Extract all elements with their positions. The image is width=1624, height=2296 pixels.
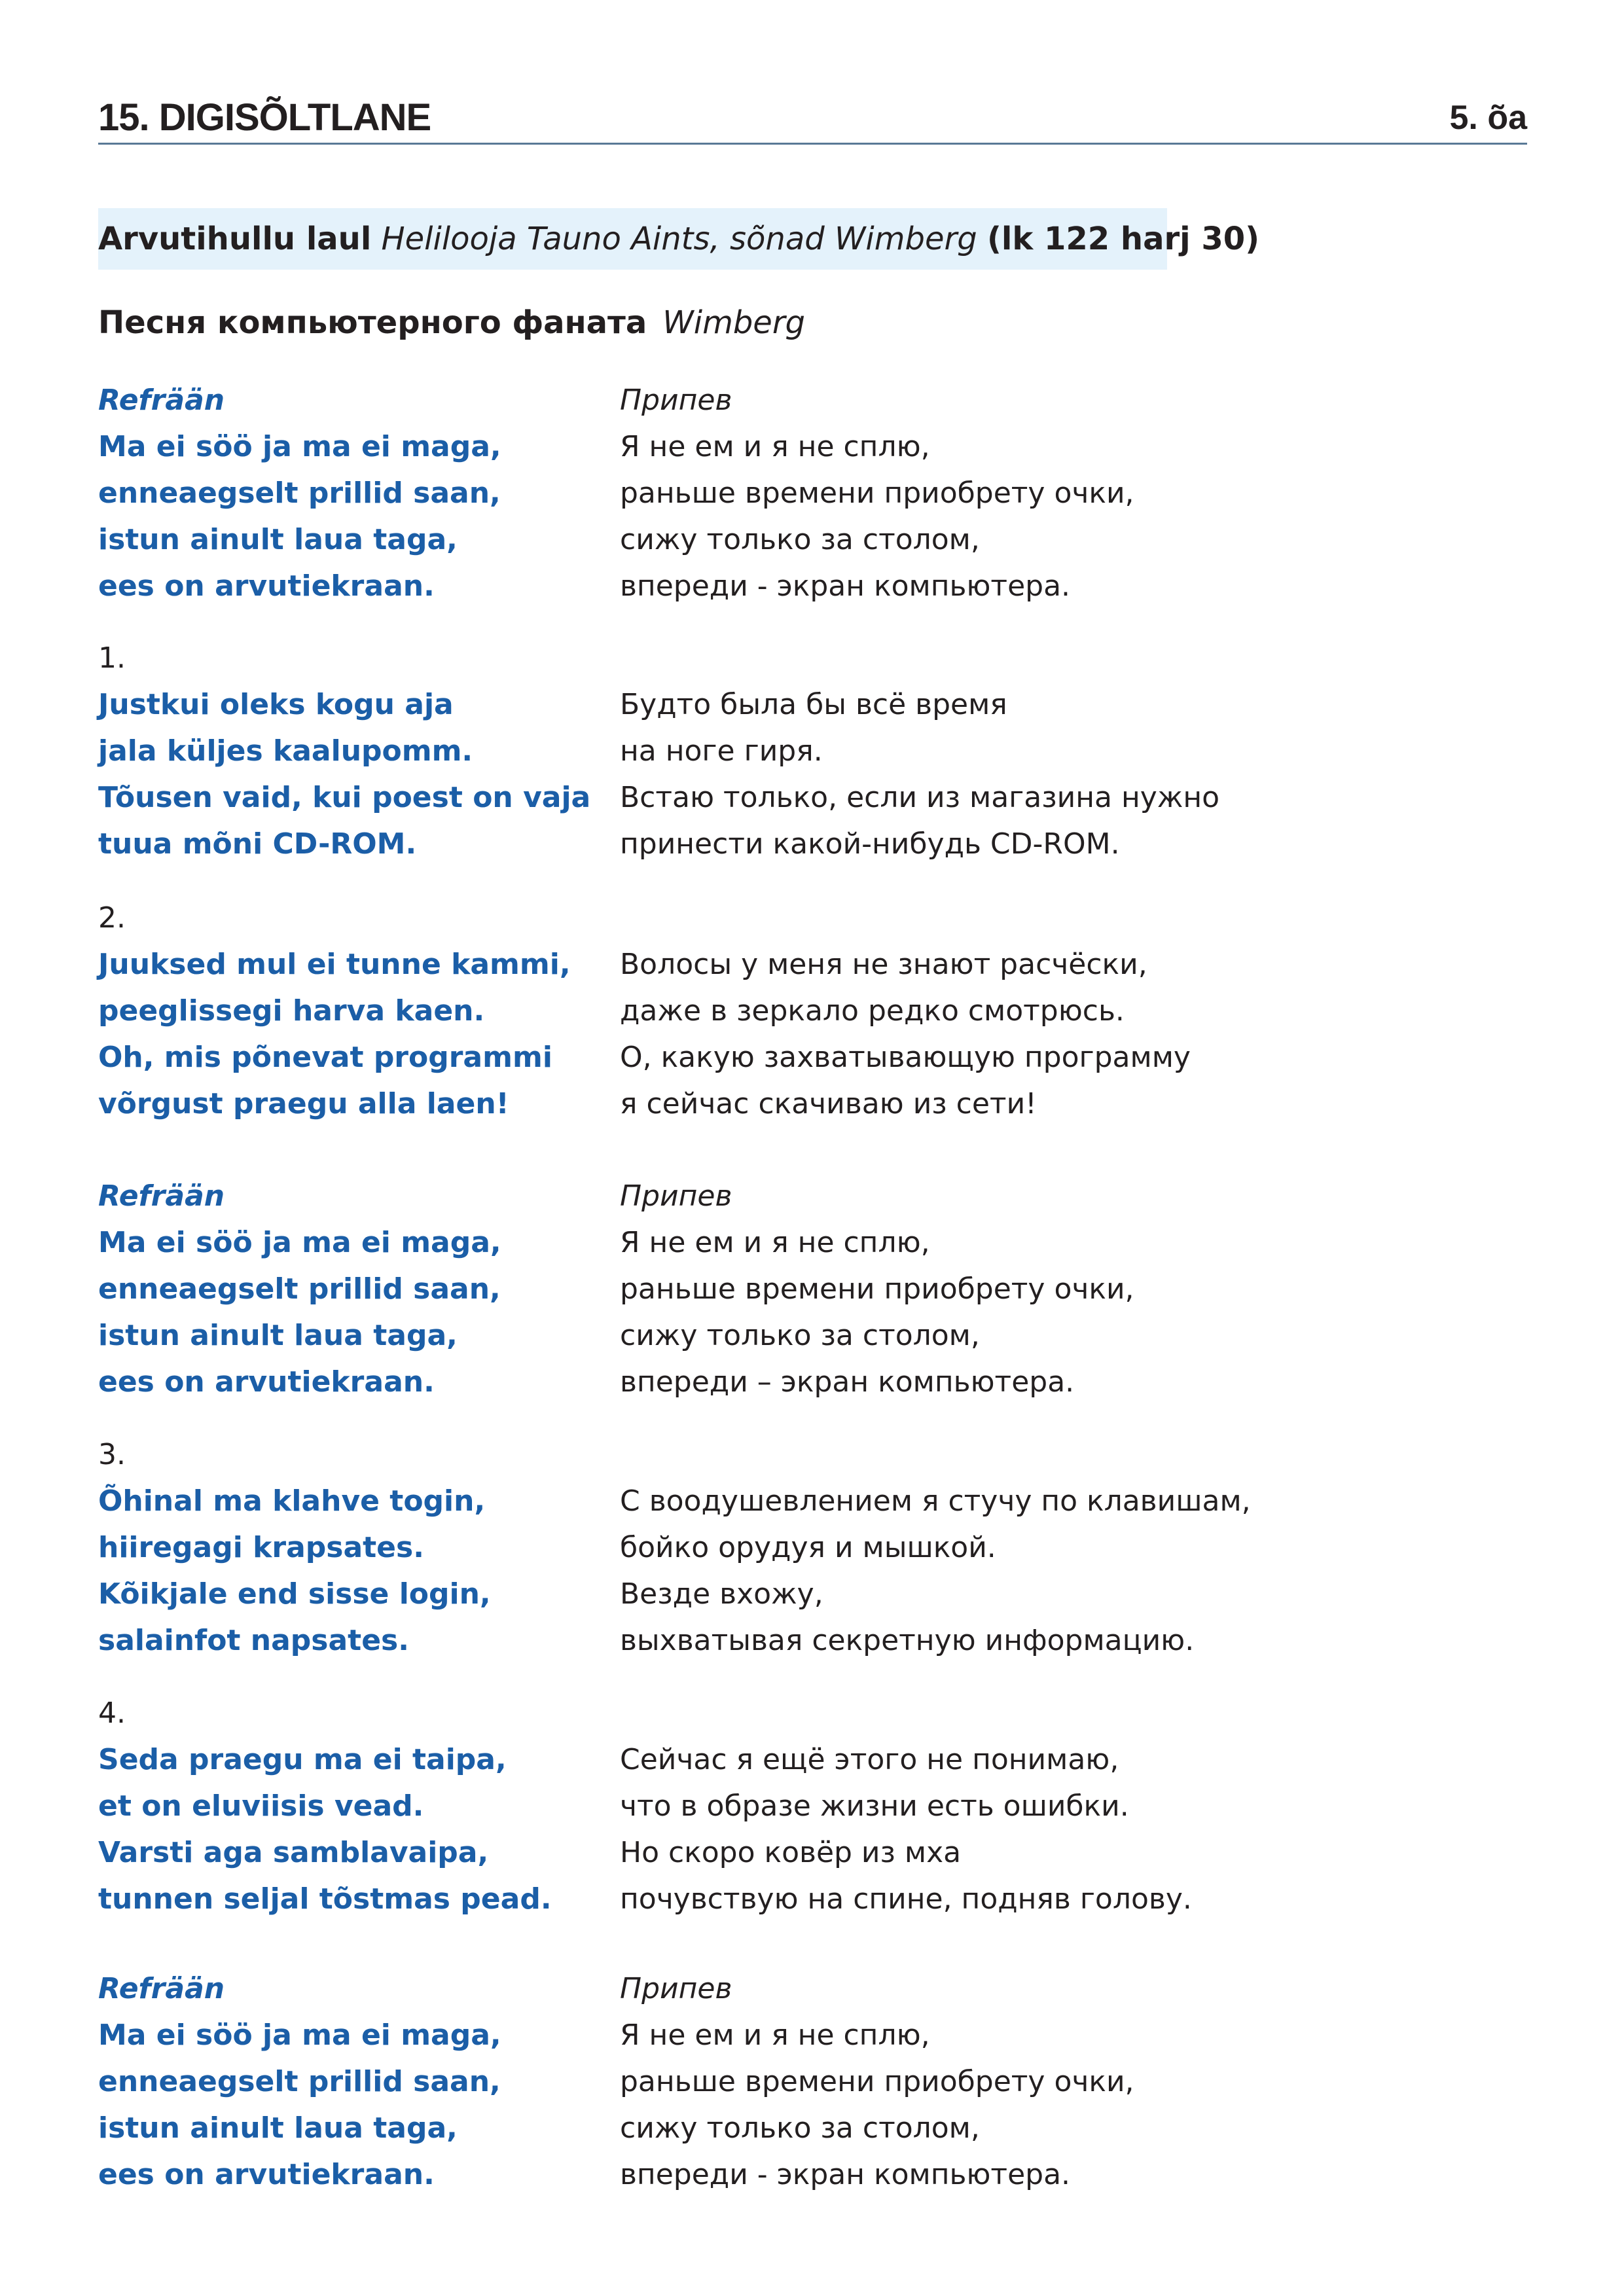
refrain-russian-2 bbox=[620, 1173, 1134, 1405]
lyric-line: Justkui oleks kogu aja bbox=[98, 688, 454, 721]
translation-line: Я не ем и я не сплю, bbox=[620, 430, 930, 463]
translation-line: Я не ем и я не сплю, bbox=[620, 2018, 930, 2052]
translation-line: бойко орудуя и мышкой. bbox=[620, 1531, 996, 1564]
translation-line: почувствую на спине, подняв голову. bbox=[620, 1882, 1192, 1916]
verse-3-russian bbox=[620, 1478, 1251, 1664]
lyric-line: enneaegselt prillid saan, bbox=[98, 1272, 501, 1306]
lyric-line: jala küljes kaalupomm. bbox=[98, 734, 473, 768]
lyric-line: Ma ei söö ja ma ei maga, bbox=[98, 2018, 501, 2052]
translation-title-line bbox=[98, 300, 805, 346]
translation-line: сижу только за столом, bbox=[620, 1319, 980, 1352]
lyric-line: Tõusen vaid, kui poest on vaja bbox=[98, 781, 591, 814]
lyric-line: istun ainult laua taga, bbox=[98, 523, 458, 556]
verse-2-estonian bbox=[98, 941, 571, 1127]
verse-3-estonian bbox=[98, 1478, 491, 1664]
verse-4-russian bbox=[620, 1736, 1192, 1922]
verse-number: 3. bbox=[98, 1438, 126, 1471]
lyric-line: Seda praegu ma ei taipa, bbox=[98, 1743, 507, 1776]
translation-line: выхватывая секретную информацию. bbox=[620, 1624, 1195, 1657]
verse-1-estonian bbox=[98, 681, 590, 867]
translation-line: Волосы у меня не знают расчёски, bbox=[620, 948, 1147, 981]
refrain-estonian-1 bbox=[98, 377, 501, 609]
translation-line: я сейчас скачиваю из сети! bbox=[620, 1087, 1037, 1121]
translation-line: принести какой-нибудь CD-ROM. bbox=[620, 827, 1120, 861]
grade-label: 5. õa bbox=[1449, 99, 1527, 137]
verse-4-estonian bbox=[98, 1736, 552, 1922]
page-header bbox=[98, 92, 1527, 144]
refrain-label-ru: Припев bbox=[620, 1972, 732, 2005]
refrain-label-ru: Припев bbox=[620, 1179, 732, 1213]
translation-line: сижу только за столом, bbox=[620, 2111, 980, 2145]
lyric-line: Ma ei söö ja ma ei maga, bbox=[98, 1226, 501, 1259]
translation-line: что в образе жизни есть ошибки. bbox=[620, 1789, 1129, 1823]
lyric-line: võrgust praegu alla laen! bbox=[98, 1087, 509, 1121]
lyric-line: Kõikjale end sisse login, bbox=[98, 1577, 491, 1611]
lyric-line: et on eluviisis vead. bbox=[98, 1789, 424, 1823]
lyric-line: ees on arvutiekraan. bbox=[98, 2158, 435, 2191]
translation-line: Везде вхожу, bbox=[620, 1577, 823, 1611]
lyric-line: enneaegselt prillid saan, bbox=[98, 2065, 501, 2098]
verse-2-russian bbox=[620, 941, 1191, 1127]
translation-title: Песня компьютерного фаната bbox=[98, 304, 647, 341]
header-divider bbox=[98, 143, 1527, 145]
lyric-line: hiiregagi krapsates. bbox=[98, 1531, 424, 1564]
translation-line: сижу только за столом, bbox=[620, 523, 980, 556]
translation-line: раньше времени приобрету очки, bbox=[620, 476, 1134, 510]
translation-line: на ноге гиря. bbox=[620, 734, 823, 768]
translation-line: впереди - экран компьютера. bbox=[620, 569, 1071, 603]
lyric-line: Varsti aga samblavaipa, bbox=[98, 1836, 489, 1869]
song-credits: Helilooja Tauno Aints, sõnad Wimberg bbox=[381, 221, 977, 257]
lyric-line: Ma ei söö ja ma ei maga, bbox=[98, 430, 501, 463]
lyric-line: ees on arvutiekraan. bbox=[98, 1365, 435, 1399]
lyric-line: tuua mõni CD-ROM. bbox=[98, 827, 417, 861]
lyric-line: istun ainult laua taga, bbox=[98, 1319, 458, 1352]
translation-line: раньше времени приобрету очки, bbox=[620, 1272, 1134, 1306]
refrain-label: Refrään bbox=[98, 384, 225, 417]
translation-line: С воодушевлением я стучу по клавишам, bbox=[620, 1484, 1251, 1518]
lyric-line: salainfot napsates. bbox=[98, 1624, 409, 1657]
refrain-label: Refrään bbox=[98, 1179, 225, 1213]
refrain-label: Refrään bbox=[98, 1972, 225, 2005]
translation-line: впереди - экран компьютера. bbox=[620, 2158, 1071, 2191]
lyric-line: enneaegselt prillid saan, bbox=[98, 476, 501, 510]
refrain-label-ru: Припев bbox=[620, 384, 732, 417]
lyric-line: peeglissegi harva kaen. bbox=[98, 994, 485, 1028]
refrain-estonian-3 bbox=[98, 1965, 501, 2198]
lyric-line: Juuksed mul ei tunne kammi, bbox=[98, 948, 571, 981]
song-reference: (lk 122 harj 30) bbox=[986, 221, 1260, 257]
lyric-line: Õhinal ma klahve togin, bbox=[98, 1484, 486, 1518]
lyric-line: Oh, mis põnevat programmi bbox=[98, 1041, 552, 1074]
translation-line: раньше времени приобрету очки, bbox=[620, 2065, 1134, 2098]
lyric-line: ees on arvutiekraan. bbox=[98, 569, 435, 603]
song-title-line bbox=[98, 208, 1259, 270]
translation-line: даже в зеркало редко смотрюсь. bbox=[620, 994, 1125, 1028]
refrain-estonian-2 bbox=[98, 1173, 501, 1405]
translation-line: Сейчас я ещё этого не понимаю, bbox=[620, 1743, 1119, 1776]
lyric-line: tunnen seljal tõstmas pead. bbox=[98, 1882, 552, 1916]
chapter-title: 15. DIGISÕLTLANE bbox=[98, 96, 431, 139]
verse-number: 1. bbox=[98, 641, 126, 675]
translation-line: О, какую захватывающую программу bbox=[620, 1041, 1191, 1074]
translation-line: Я не ем и я не сплю, bbox=[620, 1226, 930, 1259]
verse-number: 2. bbox=[98, 901, 126, 935]
refrain-russian-3 bbox=[620, 1965, 1134, 2198]
verse-1-russian bbox=[620, 681, 1219, 867]
song-title: Arvutihullu laul bbox=[98, 221, 372, 257]
translation-line: впереди – экран компьютера. bbox=[620, 1365, 1075, 1399]
verse-number: 4. bbox=[98, 1696, 126, 1730]
translation-line: Будто была бы всё время bbox=[620, 688, 1007, 721]
lyric-line: istun ainult laua taga, bbox=[98, 2111, 458, 2145]
translation-line: Встаю только, если из магазина нужно bbox=[620, 781, 1220, 814]
translation-line: Но скоро ковёр из мха bbox=[620, 1836, 962, 1869]
refrain-russian-1 bbox=[620, 377, 1134, 609]
translation-author: Wimberg bbox=[662, 304, 806, 341]
